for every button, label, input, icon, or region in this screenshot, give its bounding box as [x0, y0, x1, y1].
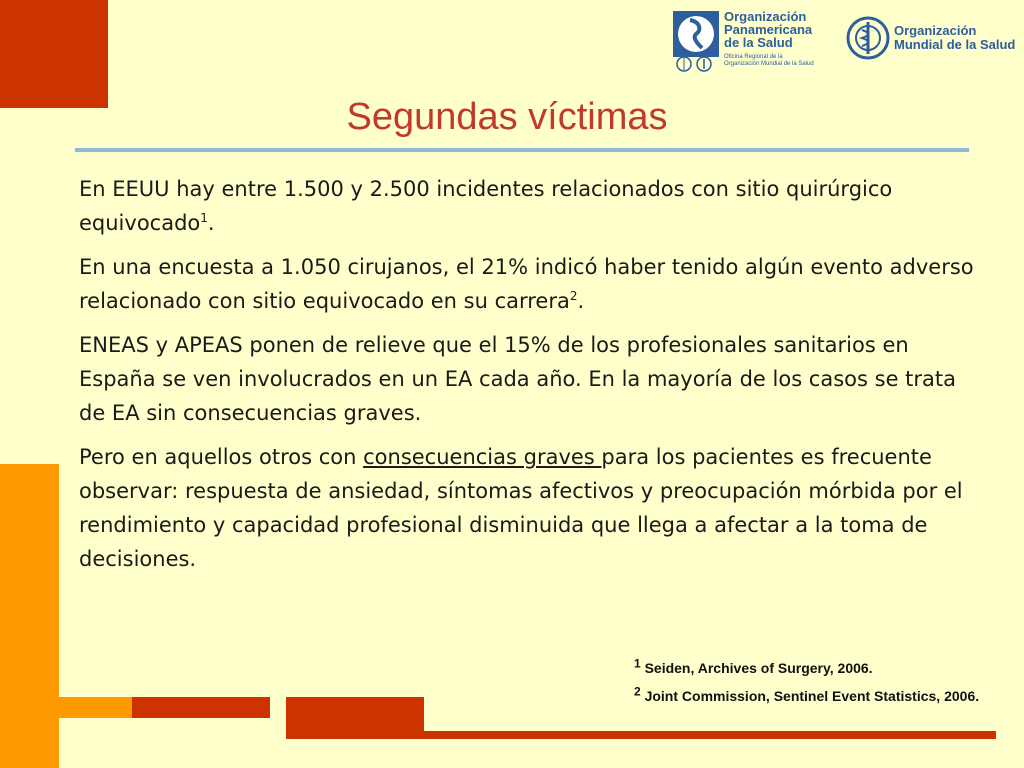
- logos: [672, 10, 1017, 74]
- left-orange-bar: [0, 464, 59, 768]
- paragraph-2-ref: 2: [569, 289, 578, 303]
- who-emblem-icon: [846, 16, 890, 60]
- page-title: Segundas víctimas: [346, 96, 668, 138]
- reference-1-text: Seiden, Archives of Surgery, 2006.: [640, 660, 873, 676]
- reference-2-text: Joint Commission, Sentinel Event Statistics, 2006.: [640, 688, 980, 704]
- paragraph-3: ENEAS y APEAS ponen de relieve que el 15% de los profesionales sanitarios en España se ven involucrados en un EA cada año. En la mayoría de los casos se trata de EA sin consecuencias graves.: [79, 333, 957, 425]
- bottom-line: [424, 731, 996, 739]
- title-divider: [75, 148, 969, 152]
- ops-line-3: de la Salud: [724, 35, 793, 50]
- ops-line-2: Panamericana: [724, 22, 813, 37]
- ops-line-1: Organización: [724, 9, 807, 24]
- ops-sub-1: Oficina Regional de la: [724, 54, 783, 60]
- reference-2-marker: 2: [634, 684, 641, 699]
- paragraph-1: En EEUU hay entre 1.500 y 2.500 incidentes relacionados con sitio quirúrgico equivocado$^1$.: [79, 177, 893, 235]
- paragraph-1-ref: 1: [200, 211, 208, 225]
- reference-1-marker: 1: [634, 656, 641, 671]
- ops-emblem-icon: [672, 10, 720, 58]
- paragraph-4-after: para los pacientes es frecuente observar: respuesta de ansiedad, síntomas afectivos y preocupación mórbida por el rendimiento y capacidad profesional disminuida que llega a afectar a la toma de decisiones.: [79, 445, 963, 571]
- who-small-emblem-icon: [696, 56, 712, 72]
- paragraph-1-text: En EEUU hay entre 1.500 y 2.500 incidentes relacionados con sitio quirúrgico equivocado: [79, 177, 893, 235]
- paragraph-4-underlined: consecuencias graves: [363, 445, 602, 469]
- bottom-red-bar-2: [286, 697, 424, 739]
- oms-line-1: Organización: [894, 23, 977, 38]
- un-emblem-icon: [676, 56, 692, 72]
- reference-1: [634, 656, 979, 688]
- paragraph-2: En una encuesta a 1.050 cirujanos, el 21% indicó haber tenido algún evento adverso relacionado con sitio equivocado en su carrera$^2$.: [79, 255, 974, 313]
- paragraph-2-text: En una encuesta a 1.050 cirujanos, el 21% indicó haber tenido algún evento adverso relacionado con sitio equivocado en su carrera: [79, 255, 974, 313]
- top-left-block: [0, 0, 108, 108]
- bottom-red-bar-1: [132, 697, 270, 718]
- ops-sub-2: Organización Mundial de la Salud: [724, 61, 814, 67]
- references: [634, 656, 980, 716]
- paragraph-4-before: Pero en aquellos otros con: [79, 445, 364, 469]
- paragraph-4: [79, 440, 979, 576]
- oms-line-2: Mundial de la Salud: [894, 37, 1016, 52]
- bottom-orange-bar: [0, 697, 132, 718]
- reference-2: [634, 684, 980, 716]
- slide-body: [79, 172, 979, 586]
